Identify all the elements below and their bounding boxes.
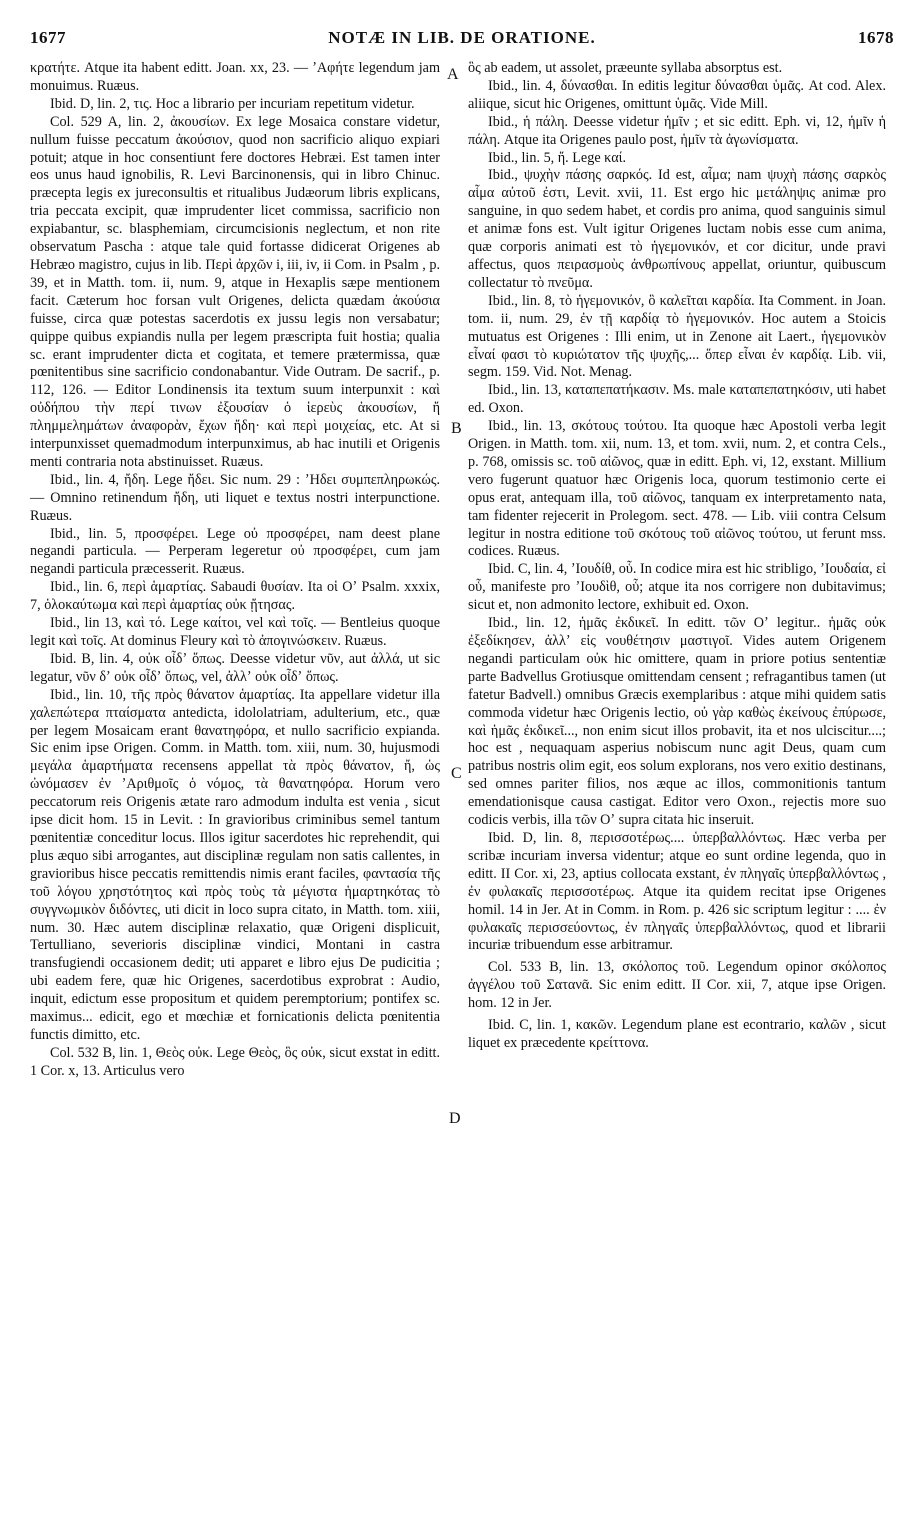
note-paragraph: Ibid., lin. 12, ἡμᾶς ἐκδικεῖ. In editt. τῶν Οʼ legitur.. ἡμᾶς οὐκ ἐξεδίκησεν, ἀλλʼ εἰς νουθέτησιν μαστιγοῖ. Vides autem Origenem negandi particulam οὐκ hic omittere, quam in priore potius sententiæ parte Badvellus Grotiusque omittendam censent ; refragantibus tamen (ut fatetur Badvell.) omnibus Græcis exemplaribus : atque mihi quidem satis commoda videtur hæc Origenis lectio, οὐ γὰρ καθὼς ἐκείνους ἐπύρωσε, καὶ ἡμᾶς ἐκδικεῖ..., non enim sicut illos probavit, ita et nos ulciscitur....; hoc est , nequaquam asperius nobiscum nunc agit Deus, quam cum patribus nostris olim egit, eos solum explorans, nos vero exitio destinans, sed omnes pariter filios, nos æque ac illos, commonitionis tantum emendationisque causa castigat. Editor vero Oxon., rejectis more suo codicis verbis, illa τῶν Οʼ supra citata hic inseruit.: [468, 615, 886, 829]
page-number-right: 1678: [858, 28, 894, 47]
note-paragraph: Ibid. C, lin. 4, ʼΙουδίθ, οὗ. In codice mira est hic stribligo, ʼΙουδαία, εἰ οὗ, manifeste pro ʼΙουδὶθ, οὗ; atque ita nos corrigere non dubitavimus; sicut et, non admonito lectore, exhibuit ed. Oxon.: [468, 561, 886, 614]
note-paragraph: Ibid., lin. 5, προσφέρει. Lege οὐ προσφέρει, nam deest plane negandi particula. — Perperam legeretur οὐ προσφέρει, cum jam negandi particula præcesserit. Ruæus.: [30, 525, 440, 578]
note-paragraph: Ibid., lin. 4, ἤδη. Lege ἤδει. Sic num. 29 : ʼΗδει συμπεπληρωκώς. — Omnino retinendum ἤδη, uti liquet e textus nostri interpunctione. Ruæus.: [30, 471, 440, 524]
left-column: [30, 60, 440, 1081]
section-marker-a: A: [447, 66, 459, 83]
section-marker-c: C: [451, 765, 462, 782]
note-paragraph: Ibid., lin. 13, καταπεπατήκασιν. Ms. male καταπεπατηκόσιν, uti habet ed. Oxon.: [468, 382, 886, 417]
page-number-left: 1677: [30, 28, 66, 47]
right-column: [468, 60, 886, 1053]
running-title: NOTÆ IN LIB. DE ORATIONE.: [328, 28, 596, 47]
note-paragraph: Ibid., lin. 10, τῆς πρὸς θάνατον ἁμαρτίας. Ita appellare videtur illa χαλεπώτερα πταίσματα antedicta, idololatriam, adulterium, etc., quæ per legem Mosaicam erant θανατηφόρα, et nullo sacrificio expianda. Sic enim ipse Origen. Comm. in Matth. tom. xiii, num. 30, hujusmodi μεγάλα ἁμαρτήματα recensens appellat τὰ πρὸς θάνατον, ἤ, ὡς ὠνόμασεν ἐν ʼΑριθμοῖς ὁ νόμος, τὰ θανατηφόρα. Horum vero peccatorum reis Origenis ætate raro admodum indulta est venia , sicut ipse dicit hom. 15 in Levit. : In gravioribus criminibus semel tantum pœnitentiæ conceditur locus. Illos igitur sacerdotes hic reprehendit, qui plus æquo sibi arrogantes, aut disciplinæ regulam non satis callentes, in gravioribus hisce peccatis remittendis nimis erant faciles, φαντασία τῆς τοῦ λόγου χρηστότητος καὶ πρὸς τοὺς τὰ μέγιστα ἡμαρτηκότας τὸ συγγνωμικὸν διδόντες, uti dicit in loco supra citato, in Matth. tom. xiii, num. 30. Hæc autem disciplinæ relaxatio, quæ Origeni displicuit, Tertulliano, severioris disciplinæ vindici, Montani in castra transfugiendi occasionem dedit; uti apparet e libro ejus De pudicitia ; ubi eadem fere, quæ hic Origenes, sacerdotibus exprobrat : Audio, inquit, edictum esse propositum et quidem peremptorium; pontifex sc. maximus... edicit, ego et mœchiæ et fornicationis delicta pœnitentia functis dimitto, etc.: [30, 686, 440, 1043]
note-paragraph: Ibid., ψυχὴν πάσης σαρκός. Id est, αἷμα; nam ψυχὴ πάσης σαρκὸς αἷμα αὐτοῦ ἐστι, Levit. xvii, 11. Est ergo hic μετάληψις animæ pro sanguine, in quo sedem habet, et cordis pro anima, quod sanguinis simul et animæ fons est. Vult igitur Origenes luctam nobis esse cum anima, quæ corporis animati est τὸ ἡγεμονικόν, et cor dicitur, unde pravi affectus, quos πειρασμοὺς ἀνθρωπίνους appellat, oriuntur, quibuscum collectatur τὸ πνεῦμα.: [468, 167, 886, 291]
note-paragraph: Ibid., lin 13, καὶ τό. Lege καίτοι, vel καὶ τοῖς. — Bentleius quoque legit καὶ τοῖς. At dominus Fleury καὶ τὸ ἀπογινώσκειν. Ruæus.: [30, 615, 440, 649]
note-paragraph: Ibid. D, lin. 2, τις. Hoc a librario per incuriam repetitum videtur.: [50, 95, 415, 112]
note-paragraph: Col. 529 A, lin. 2, ἀκουσίων. Ex lege Mosaica constare videtur, nullum fuisse peccatum ἀκούσιον, quod non sacrificio aliquo expiari potuit; atque in hoc consentiunt fere doctores Hebræi. Est tamen inter eos unus haud ignobilis, R. Levi Barcinonensis, qui in libro Chinuc. præcepta legis ex jureconsultis et ritualibus Judæorum libris explicans, tria peccata excipit, quæ imprudenter licet commissa, sacrificio non expiabantur, sc. blasphemiam, circumcisionis neglectum, et non rite observatum Pascha : atque tale quid fortasse didicerat Origenes ab Hebræo magistro, cujus in lib. Περὶ ἀρχῶν i, iii, iv, ii Com. in Psalm , p. 39, et in Matth. tom. ii, num. 9, atque in Hexaplis sæpe mentionem facit. Cæterum hoc forsan vult Origenes, delicta quædam ἀκούσια fuisse, circa quæ potestas sacerdotis ex jussu legis non versabatur; quippe quibus expiandis nulla per legem præscripta fuit hostia; qualia sc. erant imprudenter dicta et cogitata, et temere prætermissa, quæ pœnitentibus sine sacrificio condonabantur. Vide Outram. De sacrif., p. 112, 126. — Editor Londinensis ita textum suum interpunxit : καὶ οὐδήπου τὴν περί τινων ἐξουσίαν ὁ ἱερεὺς ἀκουσίων, ἤ πλημμελημάτων ἀναφορὰν, ἔχων ἤδη· καὶ περὶ μοιχείας, etc. At si interpunxisset quemadmodum interpunximus, ab hac inutili et Origenis menti contraria nota abstinuisset. Ruæus.: [30, 113, 440, 470]
note-paragraph: Ibid., lin. 5, ἤ. Lege καί.: [488, 149, 626, 166]
page-header: [30, 28, 894, 54]
note-paragraph: Col. 533 B, lin. 13, σκόλοπος τοῦ. Legendum opinor σκόλοπος ἀγγέλου τοῦ Σατανᾶ. Sic enim editt. II Cor. xii, 7, atque ipse Origen. hom. 12 in Jer.: [468, 959, 886, 1012]
section-marker-d: D: [449, 1110, 461, 1127]
note-paragraph: ὃς ab eadem, ut assolet, præeunte syllaba absorptus est.: [468, 60, 783, 76]
note-paragraph: Ibid., lin. 13, σκότους τούτου. Ita quoque hæc Apostoli verba legit Origen. in Matth. tom. xii, num. 13, et tom. xvii, num. 2, et contra Cels., p. 768, omissis sc. τοῦ αἰῶνος, quæ in editt. Eph. vi, 12, exstant. Millium vero fugerunt quatuor hæc Origenis loca, quorum testimonio certe ei opus erat, antequam illa, τοῦ αἰῶνος, tanquam ex interpretamento nata, tam fidenter rejecerit in Prolegom. sect. 478. — Lib. viii contra Celsum legitur in nostra editione τοῦ σκότους τοῦ αἰῶνος τούτου, ut ferunt mss. codices. Ruæus.: [468, 418, 886, 560]
note-paragraph: Ibid. C, lin. 1, κακῶν. Legendum plane est econtrario, καλῶν , sicut liquet ex præcedente κρείττονα.: [468, 1017, 886, 1051]
note-paragraph: Ibid., lin. 8, τὸ ἡγεμονικόν, ὃ καλεῖται καρδία. Ita Comment. in Joan. tom. ii, num. 29, ἐν τῇ καρδίᾳ τὸ ἡγεμονικόν. Hoc autem a Stoicis mutuatus est Origenes : Illi enim, ut in Zenone ait Laert., ἡγεμονικὸν εἶναί φασι τὸ κυριώτατον τῆς ψυχῆς,... ὅπερ εἶναι ἐν καρδίᾳ. Lib. vii, segm. 159. Vid. Not. Menag.: [468, 292, 886, 381]
note-paragraph: Ibid. B, lin. 4, οὐκ οἶδʼ ὅπως. Deesse videtur νῦν, aut ἀλλά, ut sic legatur, νῦν δʼ οὐκ οἶδʼ ὅπως, vel, ἀλλʼ οὐκ οἶδʼ ὅπως.: [30, 650, 440, 685]
note-paragraph: Ibid., lin. 4, δύνασθαι. In editis legitur δύνασθαι ὑμᾶς. At cod. Alex. aliique, sicut hic Origenes, omittunt ὑμᾶς. Vide Mill.: [468, 77, 886, 112]
note-paragraph: κρατήτε. Atque ita habent editt. Joan. xx, 23. — ʼΑφήτε legendum jam monuimus. Ruæus.: [30, 60, 440, 94]
section-marker-b: B: [451, 420, 462, 437]
note-paragraph: Ibid. D, lin. 8, περισσοτέρως.... ὑπερβαλλόντως. Hæc verba per scribæ incuriam inversa videntur; atque eo sunt ordine legenda, quo in editt. II Cor. xi, 23, aptius collocata exstant, ἐν πληγαῖς ὑπερβαλλόντως , ἐν φυλακαῖς περισσοτέρως. Atque ita quidem recitat ipse Origenes homil. 14 in Jer. At in Comm. in Rom. p. 426 sic scriptum legitur : .... ἐν φυλακαῖς περισσεύοντως, ἐν πληγαῖς ὑπερβαλλόντως, quod et librarii incuriæ tribuendum esse arbitramur.: [468, 829, 886, 954]
note-paragraph: Ibid., ἡ πάλη. Deesse videtur ἡμῖν ; et sic editt. Eph. vi, 12, ἡμῖν ἡ πάλη. Atque ita Origenes paulo post, ἡμῖν τὰ ἀγωνίσματα.: [468, 113, 886, 148]
note-paragraph: Col. 532 B, lin. 1, Θεὸς οὐκ. Lege Θεὸς, ὃς οὐκ, sicut exstat in editt. 1 Cor. x, 13. Articulus vero: [30, 1044, 440, 1079]
note-paragraph: Ibid., lin. 6, περὶ ἁμαρτίας. Sabaudi θυσίαν. Ita οἱ Οʼ Psalm. xxxix, 7, ὁλοκαύτωμα καὶ περὶ ἁμαρτίας οὐκ ᾔτησας.: [30, 579, 440, 614]
